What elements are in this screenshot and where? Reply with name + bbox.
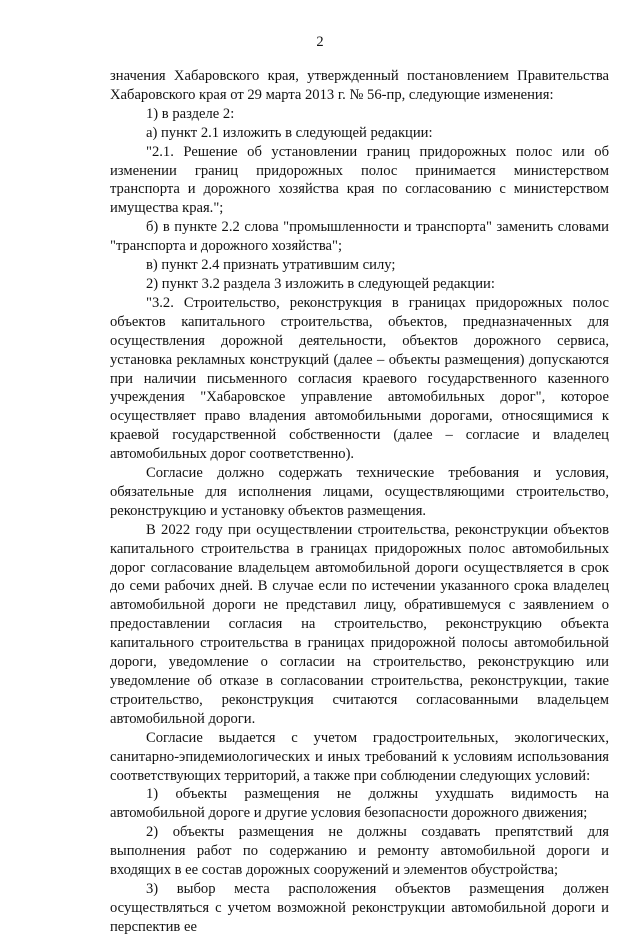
page-number: 2 [316,34,324,50]
paragraph: 2) пункт 3.2 раздела 3 изложить в следующей редакции: [146,275,495,292]
paragraph: "2.1. Решение об установлении границ придорожных полос или об изменении границ придорожных полос принимается министерством транспорта и дорожного хозяйства края по согласованию с министерством имущества края."; [110,143,609,217]
paragraph: 3) выбор места расположения объектов размещения должен осуществляться с учетом возможной реконструкции автомобильной дороги и перспектив ее [110,880,609,935]
paragraph: 1) объекты размещения не должны ухудшать видимость на автомобильной дороге и другие условия безопасности дорожного движения; [110,786,609,822]
paragraph: Согласие должно содержать технические требования и условия, обязательные для исполнения лицами, осуществляющими строительство, реконструкцию и установку объектов размещения. [110,465,609,519]
paragraph: Согласие выдается с учетом градостроительных, экологических, санитарно-эпидемиологических и иных требований к условиям использования соответствующих территорий, а также при соблюдении следующих условий: [110,729,609,784]
paragraph: а) пункт 2.1 изложить в следующей редакции: [146,124,433,141]
paragraph: значения Хабаровского края, утвержденный постановлением Правительства Хабаровского края от 29 марта 2013 г. № 56-пр, следующие изменения: [110,68,609,103]
paragraph: 1) в разделе 2: [146,105,235,122]
document-body [110,67,609,937]
paragraph: В 2022 году при осуществлении строительства, реконструкции объектов капитального строительства в границах придорожных полос автомобильных дорог согласование владельцем автомобильной дороги осуществляется в срок до семи рабочих дней. В случае если по истечении указанного срока владелец автомобильной дороги не представил лицу, обратившемуся с заявлением о предоставлении согласия на строительство, реконструкцию объекта капитального строительства в границах придорожной полосы автомобильной дороги, уведомление о согласии на строительство, реконструкцию или уведомление об отказе в согласовании строительства, реконструкции, такие строительство, реконструкция считаются согласованными владельцем автомобильной дороги. [110,521,609,727]
paragraph: "3.2. Строительство, реконструкция в границах придорожных полос объектов капитального строительства, объектов, предназначенных для осуществления дорожной деятельности, объектов дорожного сервиса, установка рекламных конструкций (далее – объекты размещения) допускаются при наличии письменного согласия краевого государственного казенного учреждения "Хабаровское управление автомобильных дорог", которое осуществляет право владения автомобильными дорогами, относящимися к краевой государственной собственности (далее – согласие и владелец автомобильных дорог соответственно). [110,294,609,463]
paragraph: в) пункт 2.4 признать утратившим силу; [146,257,396,274]
paragraph: б) в пункте 2.2 слова "промышленности и транспорта" заменить словами "транспорта и дорожного хозяйства"; [110,219,609,255]
paragraph: 2) объекты размещения не должны создавать препятствий для выполнения работ по содержанию и ремонту автомобильной дороги и входящих в ее состав дорожных сооружений и элементов обустройства; [110,824,609,879]
